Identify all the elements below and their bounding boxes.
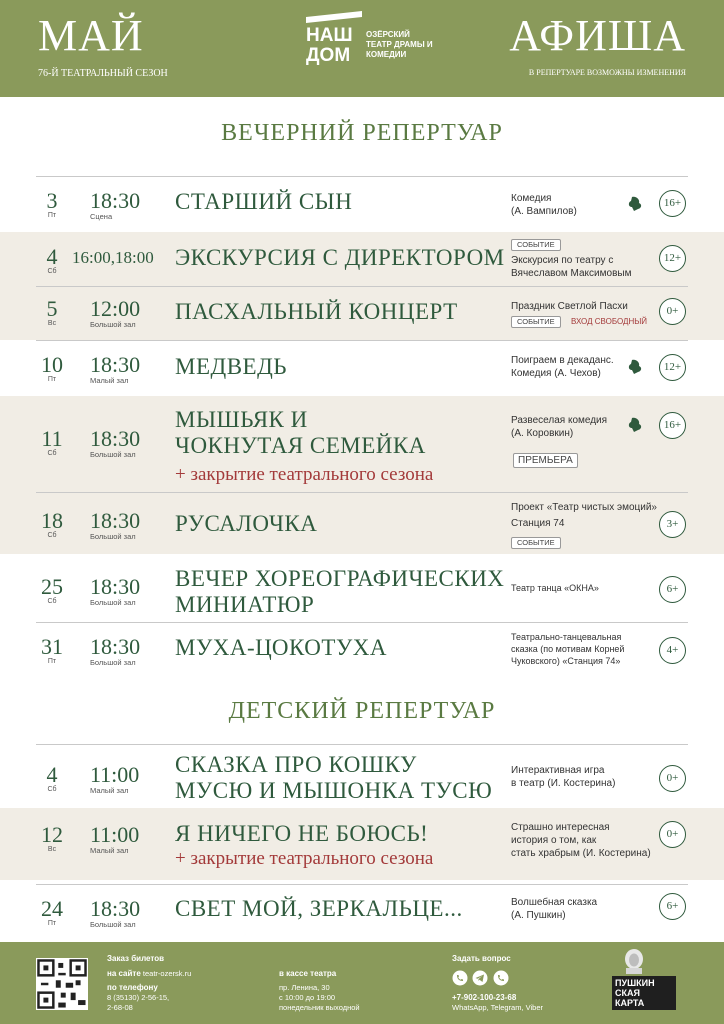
event-time: 18:30 [90, 188, 141, 213]
age-rating: 12+ [659, 354, 686, 381]
event-hall: Большой зал [90, 920, 136, 929]
event-title[interactable] [175, 566, 504, 618]
phone-2[interactable]: 2-68-08 [107, 1003, 133, 1012]
desc-line: (А. Коровкин) [511, 428, 574, 439]
event-day: 12 [41, 822, 63, 847]
telegram-icon[interactable] [472, 970, 488, 986]
event-description: Праздник Светлой Пасхи [511, 301, 628, 312]
pushkin-word-1: ПУШКИН [615, 978, 655, 988]
event-hall: Большой зал [90, 320, 136, 329]
event-tag: СОБЫТИЕ [511, 316, 561, 328]
desc-line: (А. Пушкин) [511, 910, 566, 921]
title-line: МУСЮ И МЫШОНКА ТУСЮ [175, 778, 493, 803]
event-description [511, 631, 661, 667]
event-time: 11:00 [90, 762, 140, 787]
pushkin-portrait-icon [620, 948, 648, 974]
row-divider [36, 884, 688, 885]
event-time: 18:30 [90, 426, 141, 451]
row-divider [36, 286, 688, 287]
row-divider [36, 340, 688, 341]
event-weekday: Сб [47, 786, 57, 793]
footer [0, 942, 724, 1024]
event-weekday: Вс [47, 320, 57, 327]
phone-label: по телефону [107, 983, 158, 992]
event-weekday: Сб [47, 450, 57, 457]
event-title[interactable] [175, 407, 426, 459]
event-title[interactable]: РУСАЛОЧКА [175, 511, 318, 536]
desc-line: (А. Вампилов) [511, 206, 577, 217]
age-rating: 0+ [659, 821, 686, 848]
event-description [511, 254, 661, 280]
event-description [511, 821, 661, 860]
evening-repertoire-title: ВЕЧЕРНИЙ РЕПЕРТУАР [221, 120, 503, 146]
age-rating: 0+ [659, 298, 686, 325]
desc-line: Интерактивная игра [511, 765, 605, 776]
event-weekday: Вс [47, 846, 57, 853]
title-line: ЧОКНУТАЯ СЕМЕЙКА [175, 433, 426, 458]
event-time: 18:30 [90, 508, 141, 533]
pushkin-card-icon [626, 195, 644, 213]
header [0, 0, 724, 97]
event-description [511, 764, 661, 790]
day-off: понедельник выходной [279, 1003, 360, 1012]
event-row[interactable] [0, 340, 724, 396]
age-rating: 6+ [659, 893, 686, 920]
viber-icon[interactable] [493, 970, 509, 986]
ask-title: Задать вопрос [452, 954, 511, 963]
event-title[interactable]: МУХА-ЦОКОТУХА [175, 635, 387, 660]
event-weekday: Пт [47, 920, 57, 927]
pushkin-word-3: КАРТА [615, 998, 645, 1008]
ask-phone[interactable]: +7-902-100-23-68 [452, 993, 517, 1002]
address: пр. Ленина, 30 [279, 983, 330, 992]
phone-numbers [107, 993, 169, 1013]
afisha-title: АФИША [509, 11, 686, 60]
premiere-tag: ПРЕМЬЕРА [513, 453, 578, 468]
event-tag: СОБЫТИЕ [511, 239, 561, 251]
event-row[interactable] [0, 286, 724, 340]
tickets-title: Заказ билетов [107, 954, 165, 963]
title-line: МЫШЬЯК И [175, 407, 308, 432]
site-label: на сайте [107, 969, 141, 978]
event-time: 12:00 [90, 296, 141, 321]
desc-line: Чуковского) «Станция 74» [511, 656, 621, 666]
event-title[interactable]: СВЕТ МОЙ, ЗЕРКАЛЬЦЕ... [175, 896, 463, 921]
desc-line: Станция 74 [511, 518, 565, 529]
event-day: 4 [46, 762, 58, 787]
hours: с 10:00 до 19:00 [279, 993, 336, 1002]
desc-line: в театр (И. Костерина) [511, 778, 616, 789]
pushkin-word-2: СКАЯ [615, 988, 640, 998]
box-office-label: в кассе театра [279, 969, 337, 978]
event-weekday: Сб [47, 532, 57, 539]
event-time: 18:30 [90, 574, 141, 599]
event-row[interactable] [0, 492, 724, 554]
age-rating: 0+ [659, 765, 686, 792]
title-line: СКАЗКА ПРО КОШКУ [175, 752, 417, 777]
event-hall: Малый зал [90, 376, 129, 385]
age-rating: 16+ [659, 190, 686, 217]
age-rating: 12+ [659, 245, 686, 272]
pushkin-card-icon [626, 416, 644, 434]
desc-line: Экскурсия по театру с [511, 255, 614, 266]
event-hall: Большой зал [90, 450, 136, 459]
event-row[interactable] [0, 560, 724, 622]
logo-wordmark [306, 26, 360, 66]
messengers-list: WhatsApp, Telegram, Viber [452, 1003, 544, 1012]
event-tag: СОБЫТИЕ [511, 537, 561, 549]
event-row[interactable] [0, 884, 724, 940]
messenger-icons [452, 970, 509, 991]
desc-line: история о том, как [511, 835, 597, 846]
event-day: 3 [46, 188, 58, 213]
logo-word-1: НАШ [306, 25, 353, 46]
desc-line: Комедия (А. Чехов) [511, 368, 601, 379]
changes-note: В РЕПЕРТУАРЕ ВОЗМОЖНЫ ИЗМЕНЕНИЯ [528, 68, 686, 77]
desc-line: Страшно интересная [511, 822, 610, 833]
desc-line: Вячеславом Максимовым [511, 268, 632, 279]
event-title[interactable] [175, 752, 492, 804]
title-line: ВЕЧЕР ХОРЕОГРАФИЧЕСКИХ [175, 566, 505, 591]
event-day: 25 [41, 574, 63, 599]
season-closing-note: + закрытие театрального сезона [175, 464, 434, 485]
event-title[interactable]: Я НИЧЕГО НЕ БОЮСЬ! [175, 821, 429, 846]
site-line [107, 969, 191, 979]
event-row[interactable] [0, 176, 724, 232]
event-day: 5 [46, 296, 58, 321]
event-time: 18:30 [90, 896, 141, 921]
event-title[interactable]: СТАРШИЙ СЫН [175, 189, 353, 214]
event-description: Театр танца «ОКНА» [511, 583, 599, 593]
desc-line: Проект «Театр чистых эмоций» [511, 502, 657, 513]
season-closing-note: + закрытие театрального сезона [175, 848, 434, 869]
desc-line: Развеселая комедия [511, 415, 608, 426]
row-divider [36, 176, 688, 177]
age-rating: 3+ [659, 511, 686, 538]
event-day: 10 [41, 352, 63, 377]
desc-line: Поиграем в декаданс. [511, 355, 614, 366]
qr-code[interactable] [36, 958, 88, 1010]
event-row[interactable] [0, 622, 724, 680]
event-day: 18 [41, 508, 63, 533]
site-link[interactable]: teatr-ozersk.ru [142, 969, 192, 978]
event-hall: Малый зал [90, 846, 129, 855]
event-weekday: Пт [47, 212, 57, 219]
pushkin-card-logo[interactable] [612, 948, 676, 1018]
free-entry-label: ВХОД СВОБОДНЫЙ [571, 317, 648, 326]
logo-subtitle: ОЗЁРСКИЙ ТЕАТР ДРАМЫ И КОМЕДИИ [366, 30, 433, 59]
season-label: 76-Й ТЕАТРАЛЬНЫЙ СЕЗОН [38, 68, 168, 79]
box-office-info [279, 983, 360, 1013]
desc-line: стать храбрым (И. Костерина) [511, 848, 651, 859]
event-row[interactable] [0, 808, 724, 880]
children-repertoire-title: ДЕТСКИЙ РЕПЕРТУАР [228, 698, 496, 724]
event-weekday: Сб [47, 598, 57, 605]
event-weekday: Сб [47, 268, 57, 275]
event-weekday: Пт [47, 658, 57, 665]
desc-line: Комедия [511, 193, 552, 204]
age-rating: 16+ [659, 412, 686, 439]
age-rating: 6+ [659, 576, 686, 603]
event-hall: Сцена [90, 212, 113, 221]
row-divider [36, 492, 688, 493]
title-line: МИНИАТЮР [175, 592, 315, 617]
pushkin-card-wordmark [612, 976, 676, 1010]
desc-line: сказка (по мотивам Корней [511, 644, 625, 654]
event-weekday: Пт [47, 376, 57, 383]
event-time: 18:30 [90, 352, 141, 377]
event-time: 16:00,18:00 [72, 248, 154, 267]
event-hall: Малый зал [90, 786, 129, 795]
desc-line: Волшебная сказка [511, 897, 598, 908]
row-divider [36, 622, 688, 623]
event-time: 11:00 [90, 822, 140, 847]
month-title: МАЙ [38, 11, 144, 60]
logo-word-2: ДОМ [306, 45, 351, 66]
theatre-logo[interactable] [306, 14, 433, 78]
event-title[interactable]: ПАСХАЛЬНЫЙ КОНЦЕРТ [175, 299, 458, 324]
event-day: 24 [41, 896, 63, 921]
event-row[interactable] [0, 232, 724, 286]
pushkin-card-icon [626, 358, 644, 376]
desc-line: Театрально-танцевальная [511, 632, 622, 642]
event-day: 31 [41, 634, 63, 659]
event-hall: Большой зал [90, 598, 136, 607]
logo-roof-line [306, 11, 362, 23]
event-hall: Большой зал [90, 532, 136, 541]
event-day: 4 [46, 244, 58, 269]
whatsapp-icon[interactable] [452, 970, 468, 986]
row-divider [36, 744, 688, 745]
event-row[interactable] [0, 744, 724, 808]
event-description [511, 501, 671, 530]
event-row[interactable] [0, 396, 724, 492]
event-hall: Большой зал [90, 658, 136, 667]
event-title[interactable]: МЕДВЕДЬ [175, 354, 287, 379]
phone-1[interactable]: 8 (35130) 2-56-15, [107, 993, 170, 1002]
event-description [511, 896, 661, 922]
event-title[interactable]: ЭКСКУРСИЯ С ДИРЕКТОРОМ [175, 245, 505, 270]
age-rating: 4+ [659, 637, 686, 664]
event-day: 11 [41, 426, 63, 451]
event-time: 18:30 [90, 634, 141, 659]
